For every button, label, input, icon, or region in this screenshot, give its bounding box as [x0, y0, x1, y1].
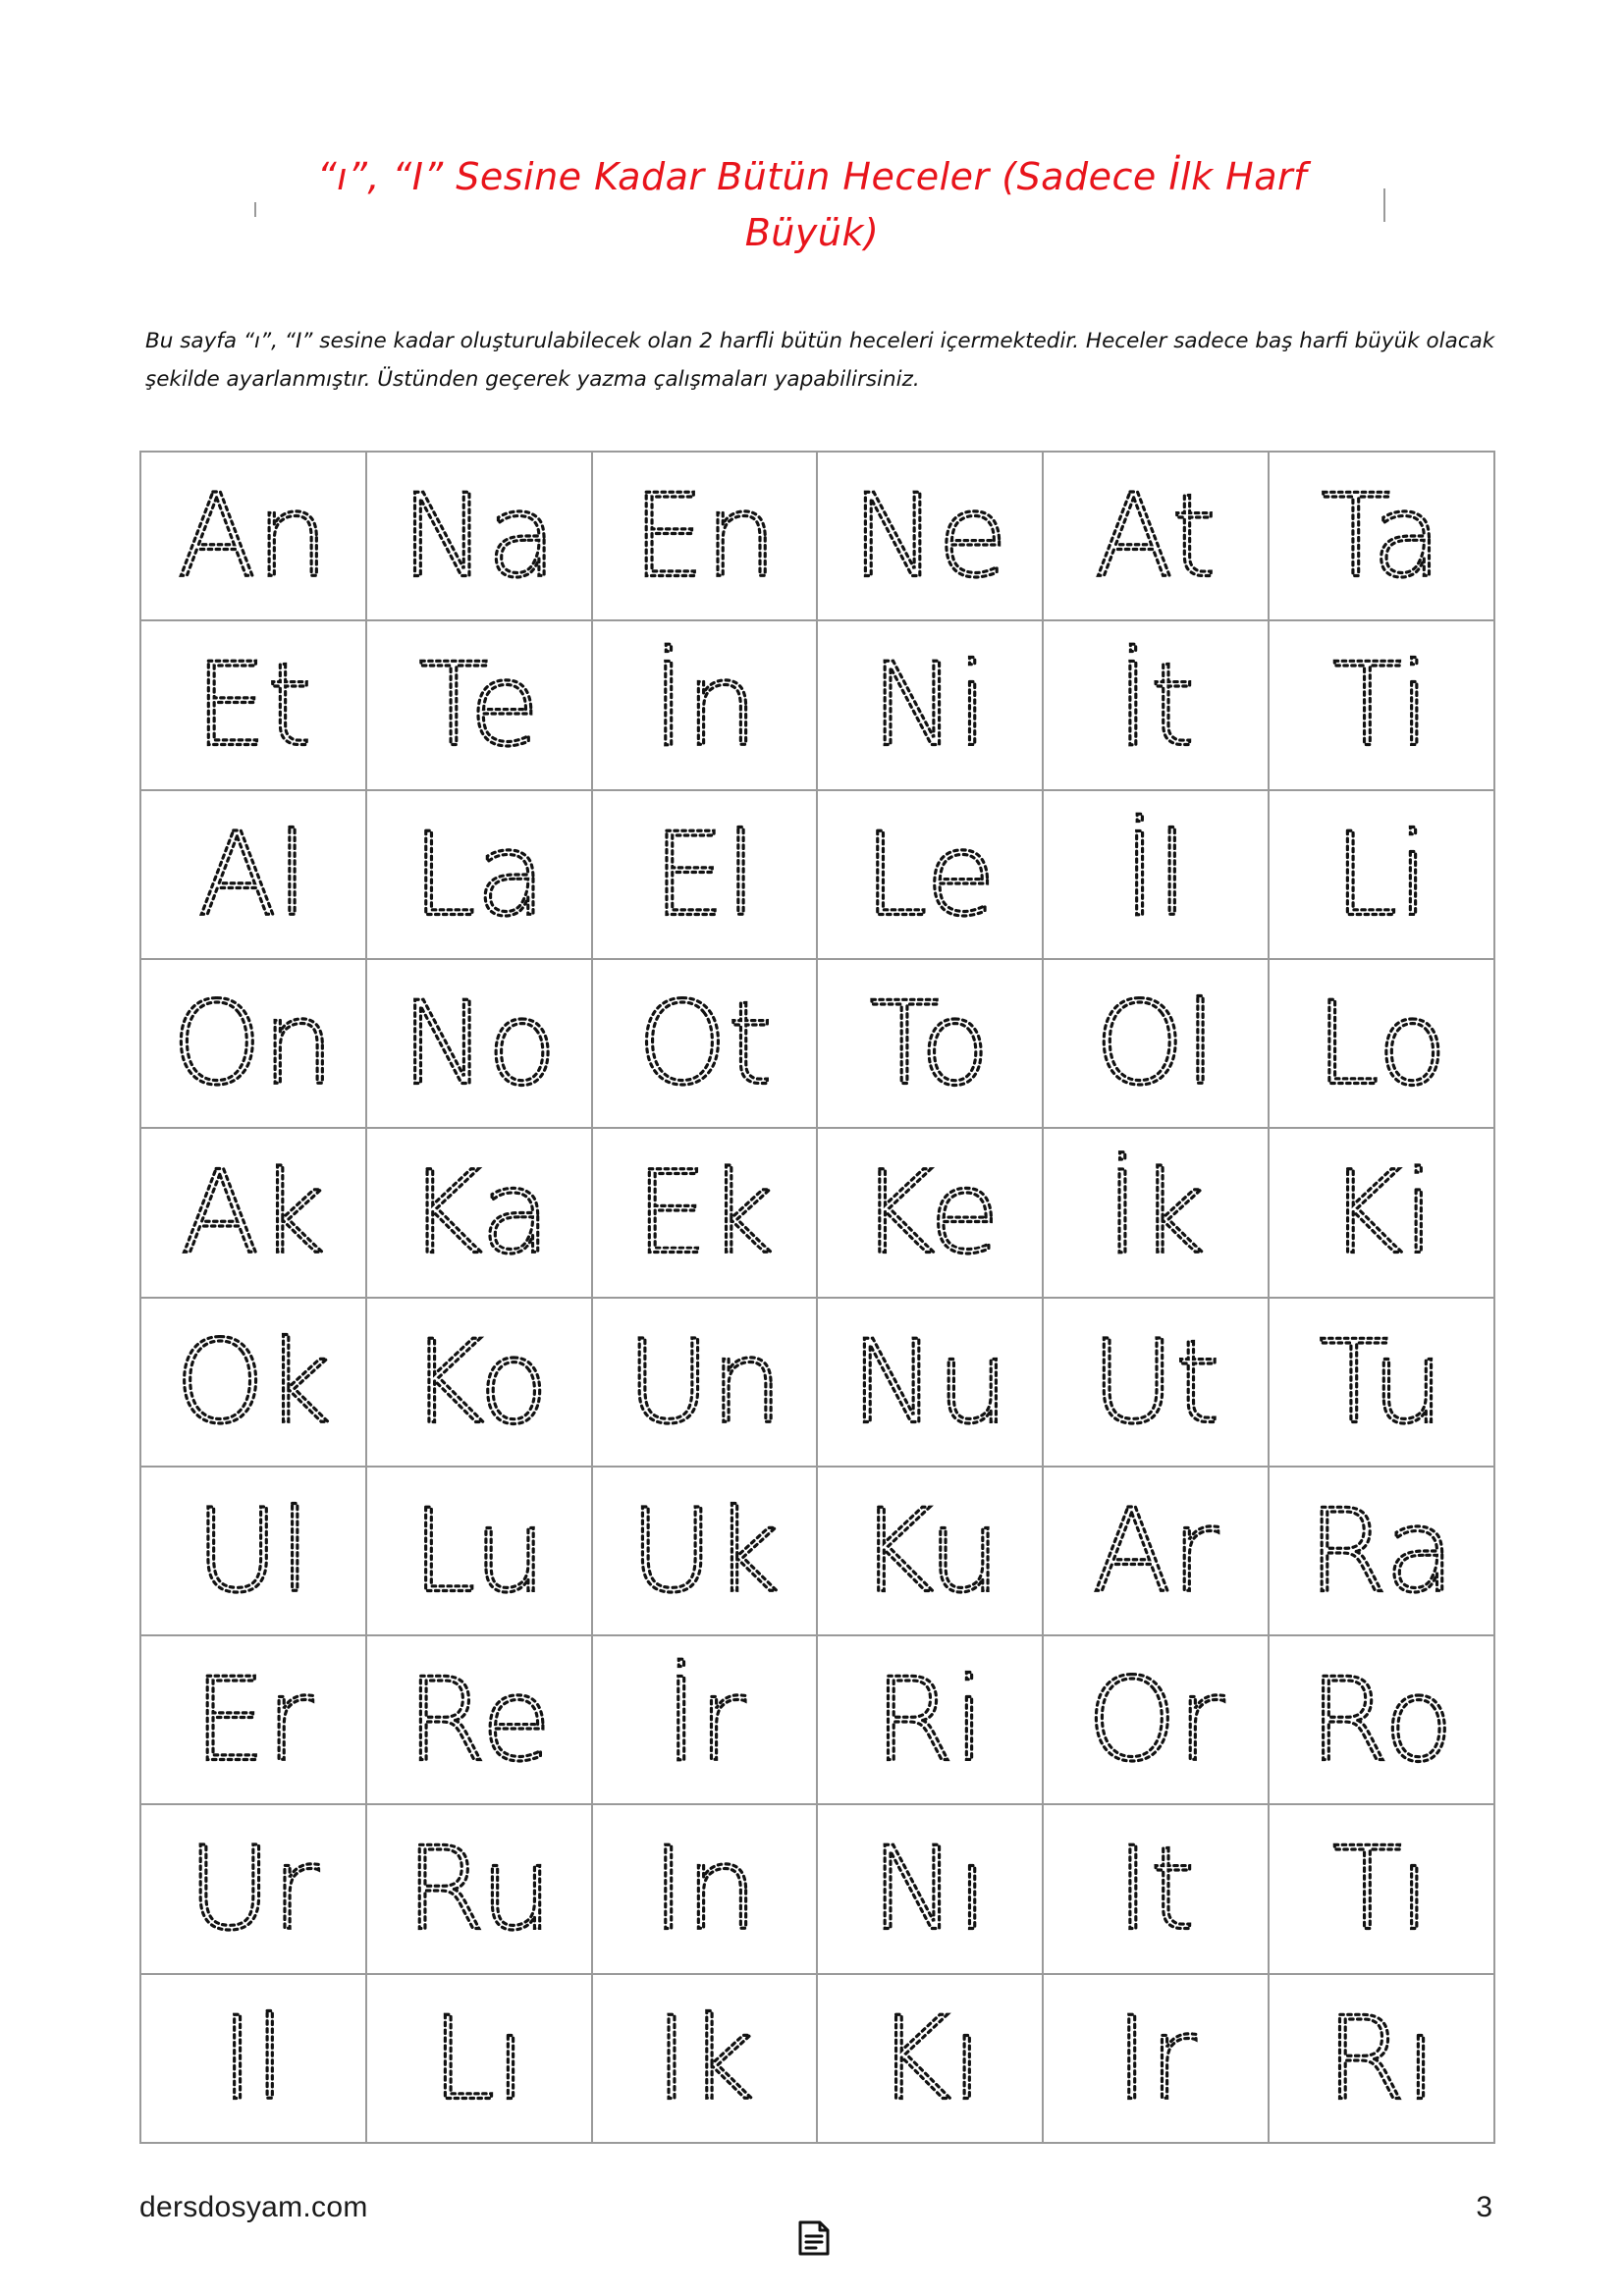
syllable-cell — [1270, 621, 1495, 790]
syllable-cell — [1044, 1468, 1270, 1636]
syllable-trace — [818, 1468, 1042, 1634]
syllable-trace — [1044, 960, 1268, 1127]
syllable-text: Lu — [411, 1484, 547, 1619]
syllable-text: Tı — [1331, 1823, 1432, 1957]
syllable-cell — [141, 621, 367, 790]
syllable-trace — [818, 1975, 1042, 2142]
syllable-trace — [593, 1468, 817, 1634]
syllable-trace — [141, 453, 365, 619]
syllable-text: Ek — [634, 1146, 775, 1280]
syllable-trace — [1044, 1975, 1268, 2142]
syllable-cell — [593, 1299, 819, 1468]
syllable-text: İr — [664, 1653, 745, 1788]
syllable-cell — [818, 1299, 1044, 1468]
page-title: “ı”, “I” Sesine Kadar Bütün Heceler (Sadece İlk Harf Büyük) — [316, 155, 1308, 254]
syllable-trace — [1044, 791, 1268, 958]
syllable-cell — [141, 1975, 367, 2144]
syllable-trace — [1044, 1636, 1268, 1803]
syllable-text: Li — [1333, 808, 1430, 942]
syllable-grid — [139, 451, 1495, 2144]
syllable-trace — [593, 1299, 817, 1466]
syllable-cell — [1270, 1468, 1495, 1636]
syllable-cell — [593, 1975, 819, 2144]
syllable-text: An — [177, 469, 329, 604]
syllable-trace — [1270, 960, 1493, 1127]
syllable-trace — [593, 621, 817, 788]
syllable-text: Rı — [1326, 1992, 1437, 2126]
syllable-trace — [593, 1975, 817, 2142]
syllable-text: Ol — [1095, 977, 1218, 1111]
syllable-trace — [141, 1975, 365, 2142]
syllable-text: Ro — [1309, 1653, 1454, 1788]
syllable-text: Ku — [858, 1484, 1001, 1619]
syllable-text: Ke — [860, 1146, 1001, 1280]
syllable-text: No — [401, 977, 558, 1111]
syllable-text: Lı — [430, 1992, 527, 2126]
syllable-text: La — [411, 808, 547, 942]
syllable-trace — [818, 1299, 1042, 1466]
syllable-trace — [367, 1975, 591, 2142]
syllable-trace — [593, 791, 817, 958]
syllable-text: Ra — [1307, 1484, 1456, 1619]
syllable-trace — [818, 1805, 1042, 1972]
syllable-cell — [593, 621, 819, 790]
syllable-cell — [593, 960, 819, 1129]
syllable-text: Ko — [408, 1315, 549, 1450]
syllable-trace — [141, 1129, 365, 1296]
syllable-trace — [141, 1805, 365, 1972]
intro-text: Bu sayfa “ı”, “I” sesine kadar oluşturulabilecek olan 2 harfli bütün heceleri içermektedir. Heceler sadece baş harfi büyük olacak şekilde ayarlanmıştır. Üstünden geçerek yazma çalışmaları yapabilirsiniz. — [145, 329, 1495, 392]
syllable-cell — [818, 621, 1044, 790]
syllable-cell — [141, 1299, 367, 1468]
syllable-text: On — [171, 977, 335, 1111]
syllable-text: Tu — [1319, 1315, 1444, 1450]
syllable-cell — [1270, 1636, 1495, 1805]
syllable-text: Ak — [181, 1146, 326, 1280]
syllable-text: Er — [192, 1653, 313, 1788]
syllable-text: Ka — [406, 1146, 551, 1280]
syllable-cell — [1270, 1805, 1495, 1974]
syllable-cell — [367, 1129, 593, 1298]
syllable-cell — [1044, 1299, 1270, 1468]
syllable-trace — [141, 1468, 365, 1634]
syllable-cell — [367, 960, 593, 1129]
syllable-cell — [593, 791, 819, 960]
syllable-cell — [367, 621, 593, 790]
syllable-text: To — [869, 977, 991, 1111]
syllable-cell — [1270, 1129, 1495, 1298]
syllable-trace — [1044, 1805, 1268, 1972]
syllable-trace — [1270, 1805, 1493, 1972]
syllable-text: Ur — [188, 1823, 319, 1957]
syllable-trace — [1044, 453, 1268, 619]
syllable-text: Uk — [628, 1484, 781, 1619]
page-number: 3 — [1476, 2191, 1492, 2223]
syllable-trace — [1270, 1636, 1493, 1803]
syllable-text: Te — [418, 639, 540, 774]
syllable-trace — [141, 960, 365, 1127]
syllable-trace — [1270, 621, 1493, 788]
syllable-text: İl — [1122, 808, 1189, 942]
syllable-trace — [1270, 1975, 1493, 2142]
syllable-trace — [367, 960, 591, 1127]
syllable-cell — [593, 1805, 819, 1974]
footer-site: dersdosyam.com — [139, 2191, 368, 2223]
syllable-trace — [367, 1805, 591, 1972]
syllable-cell — [1044, 1975, 1270, 2144]
syllable-trace — [593, 1636, 817, 1803]
syllable-text: In — [651, 1823, 758, 1957]
syllable-cell — [1270, 1975, 1495, 2144]
syllable-trace — [367, 453, 591, 619]
syllable-text: Lo — [1315, 977, 1448, 1111]
syllable-cell — [818, 1805, 1044, 1974]
syllable-text: Ni — [871, 639, 990, 774]
syllable-cell — [1044, 1129, 1270, 1298]
syllable-cell — [367, 1636, 593, 1805]
title-tick-right — [1383, 188, 1385, 222]
syllable-trace — [141, 1299, 365, 1466]
syllable-text: Ri — [874, 1653, 987, 1788]
syllable-trace — [593, 960, 817, 1127]
syllable-cell — [818, 960, 1044, 1129]
syllable-text: It — [1116, 1823, 1196, 1957]
syllable-cell — [818, 1975, 1044, 2144]
syllable-trace — [367, 1468, 591, 1634]
syllable-text: Ul — [194, 1484, 311, 1619]
syllable-trace — [593, 1129, 817, 1296]
syllable-cell — [1044, 621, 1270, 790]
syllable-trace — [141, 1636, 365, 1803]
syllable-trace — [818, 1636, 1042, 1803]
syllable-text: Na — [401, 469, 558, 604]
syllable-trace — [367, 1299, 591, 1466]
syllable-cell — [593, 453, 819, 621]
syllable-cell — [818, 791, 1044, 960]
syllable-text: Ki — [1327, 1146, 1435, 1280]
syllable-cell — [141, 1805, 367, 1974]
syllable-trace — [367, 791, 591, 958]
syllable-trace — [141, 791, 365, 958]
syllable-trace — [1044, 621, 1268, 788]
syllable-text: El — [652, 808, 757, 942]
syllable-text: Ta — [1321, 469, 1442, 604]
syllable-text: Kı — [876, 1992, 984, 2126]
syllable-cell — [141, 960, 367, 1129]
syllable-cell — [1044, 791, 1270, 960]
document-lines-icon — [792, 2216, 836, 2260]
syllable-text: Ti — [1331, 639, 1432, 774]
syllable-text: Or — [1087, 1653, 1225, 1788]
syllable-trace — [1044, 1468, 1268, 1634]
syllable-trace — [818, 621, 1042, 788]
syllable-cell — [141, 1468, 367, 1636]
syllable-text: Ir — [1114, 1992, 1197, 2126]
syllable-text: Ru — [405, 1823, 553, 1957]
syllable-trace — [367, 1636, 591, 1803]
syllable-text: Ar — [1093, 1484, 1219, 1619]
syllable-trace — [593, 453, 817, 619]
syllable-trace — [593, 1805, 817, 1972]
syllable-cell — [818, 1129, 1044, 1298]
syllable-cell — [367, 1468, 593, 1636]
syllable-trace — [141, 621, 365, 788]
syllable-cell — [1044, 960, 1270, 1129]
syllable-cell — [1044, 453, 1270, 621]
syllable-text: Et — [194, 639, 312, 774]
syllable-trace — [1044, 1299, 1268, 1466]
syllable-trace — [1270, 1468, 1493, 1634]
syllable-text: Re — [406, 1653, 552, 1788]
syllable-trace — [1270, 453, 1493, 619]
syllable-cell — [593, 1129, 819, 1298]
syllable-text: Il — [220, 1992, 287, 2126]
syllable-cell — [367, 1299, 593, 1468]
syllable-cell — [818, 1636, 1044, 1805]
syllable-text: İt — [1116, 639, 1196, 774]
syllable-trace — [367, 621, 591, 788]
syllable-cell — [593, 1468, 819, 1636]
syllable-trace — [818, 453, 1042, 619]
syllable-text: İk — [1106, 1146, 1207, 1280]
syllable-trace — [1270, 791, 1493, 958]
syllable-cell — [141, 453, 367, 621]
syllable-trace — [367, 1129, 591, 1296]
syllable-trace — [818, 791, 1042, 958]
syllable-cell — [367, 453, 593, 621]
syllable-cell — [818, 453, 1044, 621]
title-tick-left — [254, 202, 256, 217]
syllable-text: Ot — [636, 977, 773, 1111]
syllable-cell — [367, 1975, 593, 2144]
syllable-text: Ne — [851, 469, 1009, 604]
syllable-text: At — [1095, 469, 1218, 604]
syllable-text: Un — [625, 1315, 784, 1450]
syllable-cell — [141, 791, 367, 960]
syllable-cell — [1270, 1299, 1495, 1468]
syllable-text: Nı — [871, 1823, 990, 1957]
syllable-text: Ut — [1091, 1315, 1220, 1450]
syllable-cell — [1044, 1805, 1270, 1974]
syllable-cell — [593, 1636, 819, 1805]
syllable-text: Nu — [850, 1315, 1010, 1450]
syllable-trace — [1270, 1299, 1493, 1466]
syllable-text: Al — [197, 808, 309, 942]
syllable-cell — [367, 791, 593, 960]
syllable-text: İn — [651, 639, 758, 774]
syllable-text: Le — [863, 808, 997, 942]
syllable-trace — [818, 1129, 1042, 1296]
syllable-cell — [1270, 453, 1495, 621]
syllable-text: Ik — [654, 1992, 755, 2126]
syllable-text: Ok — [175, 1315, 332, 1450]
syllable-cell — [141, 1129, 367, 1298]
syllable-trace — [1270, 1129, 1493, 1296]
syllable-cell — [141, 1636, 367, 1805]
syllable-trace — [818, 960, 1042, 1127]
syllable-cell — [367, 1805, 593, 1974]
syllable-cell — [818, 1468, 1044, 1636]
syllable-cell — [1044, 1636, 1270, 1805]
syllable-text: En — [631, 469, 778, 604]
syllable-trace — [1044, 1129, 1268, 1296]
syllable-cell — [1270, 960, 1495, 1129]
syllable-cell — [1270, 791, 1495, 960]
